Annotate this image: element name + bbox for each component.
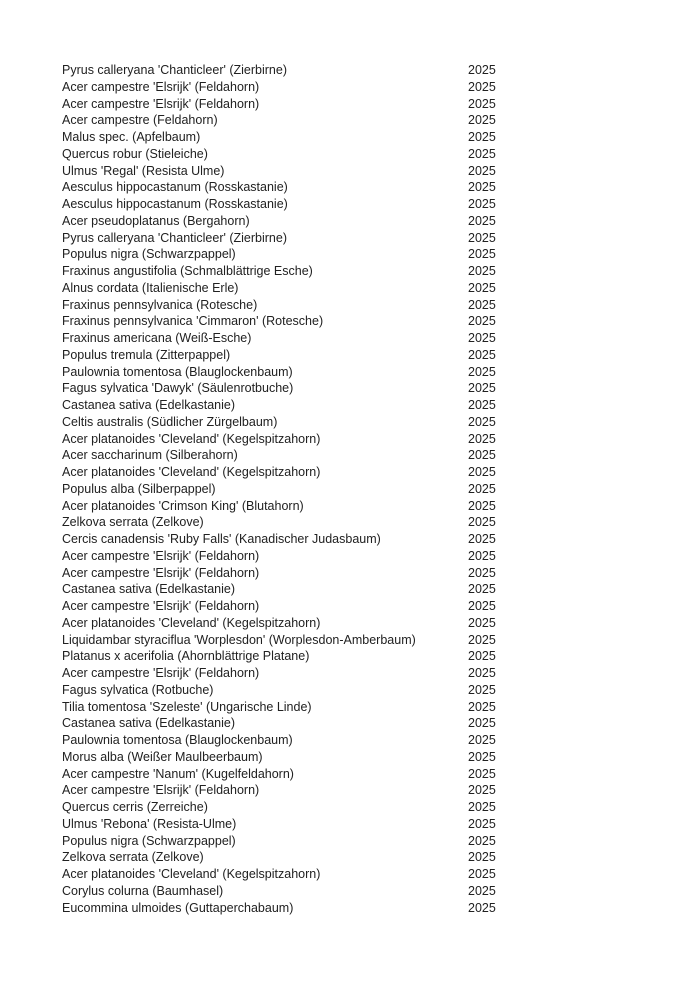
species-name: Zelkova serrata (Zelkove): [62, 515, 204, 530]
year-value: 2025: [468, 431, 496, 446]
year-value: 2025: [468, 297, 496, 312]
year-value: 2025: [468, 716, 496, 731]
species-name: Acer campestre 'Elsrijk' (Feldahorn): [62, 783, 260, 798]
year-value: 2025: [468, 414, 496, 429]
table-row: [62, 163, 582, 180]
year-value: 2025: [468, 733, 496, 747]
species-name: Platanus x acerifolia (Ahornblättrige Platane): [62, 649, 310, 664]
species-name: Quercus robur (Stieleiche): [62, 146, 208, 161]
year-value: 2025: [468, 113, 496, 128]
species-name: Eucommina ulmoides (Guttaperchabaum): [62, 900, 294, 915]
year-value: 2025: [468, 850, 496, 865]
species-name: Populus alba (Silberpappel): [62, 481, 216, 496]
year-value: 2025: [468, 314, 496, 329]
species-name: Corylus colurna (Baumhasel): [62, 883, 224, 898]
species-name: Paulownia tomentosa (Blauglockenbaum): [62, 364, 293, 379]
table-row: [62, 799, 582, 816]
species-name: Fraxinus pennsylvanica 'Cimmaron' (Rotesche): [62, 314, 324, 329]
table-row: [62, 380, 582, 397]
table-row: [62, 447, 582, 464]
species-name: Acer campestre 'Elsrijk' (Feldahorn): [62, 666, 260, 680]
year-value: 2025: [468, 599, 496, 613]
year-value: 2025: [468, 197, 496, 211]
table-row: [62, 615, 582, 632]
table-row: [62, 749, 582, 766]
year-value: 2025: [468, 130, 496, 144]
table-row: [62, 112, 582, 129]
species-name: Acer pseudoplatanus (Bergahorn): [62, 213, 250, 228]
species-name: Aesculus hippocastanum (Rosskastanie): [62, 180, 288, 195]
year-value: 2025: [468, 498, 496, 513]
table-row: [62, 883, 582, 900]
year-value: 2025: [468, 63, 496, 77]
year-value: 2025: [468, 331, 496, 345]
table-row: [62, 682, 582, 699]
year-value: 2025: [468, 347, 496, 362]
species-name: Acer campestre (Feldahorn): [62, 113, 218, 128]
year-value: 2025: [468, 146, 496, 161]
species-name: Fagus sylvatica (Rotbuche): [62, 682, 214, 697]
year-value: 2025: [468, 180, 496, 195]
table-row: [62, 79, 582, 96]
species-name: Ulmus 'Regal' (Resista Ulme): [62, 163, 225, 178]
year-value: 2025: [468, 448, 496, 463]
table-row: [62, 263, 582, 280]
table-row: [62, 514, 582, 531]
table-row: [62, 313, 582, 330]
year-value: 2025: [468, 247, 496, 262]
year-value: 2025: [468, 398, 496, 412]
species-name: Acer campestre 'Elsrijk' (Feldahorn): [62, 79, 260, 94]
species-name: Acer campestre 'Elsrijk' (Feldahorn): [62, 599, 260, 613]
species-name: Aesculus hippocastanum (Rosskastanie): [62, 197, 288, 211]
table-row: [62, 464, 582, 481]
species-name: Acer platanoides 'Crimson King' (Blutahorn): [62, 498, 304, 513]
species-name: Zelkova serrata (Zelkove): [62, 850, 204, 865]
table-row: [62, 715, 582, 732]
species-name: Paulownia tomentosa (Blauglockenbaum): [62, 733, 293, 747]
table-row: [62, 129, 582, 146]
year-value: 2025: [468, 364, 496, 379]
table-row: [62, 849, 582, 866]
table-row: [62, 397, 582, 414]
year-value: 2025: [468, 682, 496, 697]
year-value: 2025: [468, 548, 496, 563]
species-name: Morus alba (Weißer Maulbeerbaum): [62, 749, 263, 764]
species-name: Acer campestre 'Elsrijk' (Feldahorn): [62, 96, 260, 111]
species-name: Quercus cerris (Zerreiche): [62, 800, 208, 814]
table-row: [62, 179, 582, 196]
year-value: 2025: [468, 867, 496, 881]
species-name: Fraxinus angustifolia (Schmalblättrige Esche): [62, 264, 313, 278]
table-row: [62, 146, 582, 163]
year-value: 2025: [468, 515, 496, 530]
species-name: Castanea sativa (Edelkastanie): [62, 716, 236, 731]
year-value: 2025: [468, 649, 496, 664]
species-name: Fraxinus pennsylvanica (Rotesche): [62, 297, 258, 312]
table-row: [62, 648, 582, 665]
table-row: [62, 531, 582, 548]
year-value: 2025: [468, 230, 496, 245]
species-name: Celtis australis (Südlicher Zürgelbaum): [62, 414, 278, 429]
table-row: [62, 347, 582, 364]
table-row: [62, 766, 582, 783]
species-name: Acer saccharinum (Silberahorn): [62, 448, 238, 463]
year-value: 2025: [468, 381, 496, 396]
species-name: Cercis canadensis 'Ruby Falls' (Kanadischer Judasbaum): [62, 532, 381, 546]
species-name: Acer platanoides 'Cleveland' (Kegelspitzahorn): [62, 867, 321, 881]
year-value: 2025: [468, 632, 496, 647]
species-name: Acer platanoides 'Cleveland' (Kegelspitzahorn): [62, 615, 321, 630]
species-name: Populus nigra (Schwarzpappel): [62, 833, 236, 848]
year-value: 2025: [468, 833, 496, 848]
species-name: Acer platanoides 'Cleveland' (Kegelspitzahorn): [62, 465, 321, 479]
species-name: Pyrus calleryana 'Chanticleer' (Zierbirne): [62, 230, 287, 245]
year-value: 2025: [468, 163, 496, 178]
species-name: Acer campestre 'Nanum' (Kugelfeldahorn): [62, 766, 294, 781]
year-value: 2025: [468, 699, 496, 714]
year-value: 2025: [468, 783, 496, 798]
table-row: [62, 330, 582, 347]
table-row: [62, 481, 582, 498]
table-row: [62, 96, 582, 113]
year-value: 2025: [468, 883, 496, 898]
table-row: [62, 598, 582, 615]
table-row: [62, 816, 582, 833]
table-row: [62, 230, 582, 247]
year-value: 2025: [468, 465, 496, 479]
species-name: Pyrus calleryana 'Chanticleer' (Zierbirne): [62, 63, 287, 77]
table-row: [62, 414, 582, 431]
year-value: 2025: [468, 565, 496, 580]
year-value: 2025: [468, 800, 496, 814]
species-name: Liquidambar styraciflua 'Worplesdon' (Worplesdon-Amberbaum): [62, 632, 416, 647]
table-row: [62, 246, 582, 263]
species-name: Acer campestre 'Elsrijk' (Feldahorn): [62, 565, 260, 580]
species-name: Acer campestre 'Elsrijk' (Feldahorn): [62, 548, 260, 563]
species-name: Tilia tomentosa 'Szeleste' (Ungarische Linde): [62, 699, 312, 714]
year-value: 2025: [468, 582, 496, 597]
species-name: Malus spec. (Apfelbaum): [62, 130, 201, 144]
table-row: [62, 665, 582, 682]
table-row: [62, 431, 582, 448]
year-value: 2025: [468, 615, 496, 630]
year-value: 2025: [468, 213, 496, 228]
table-row: [62, 498, 582, 515]
year-value: 2025: [468, 96, 496, 111]
table-row: [62, 866, 582, 883]
table-row: [62, 62, 582, 79]
table-row: [62, 581, 582, 598]
table-row: [62, 213, 582, 230]
table-row: [62, 364, 582, 381]
year-value: 2025: [468, 749, 496, 764]
year-value: 2025: [468, 481, 496, 496]
table-row: [62, 196, 582, 213]
year-value: 2025: [468, 532, 496, 546]
table-row: [62, 782, 582, 799]
year-value: 2025: [468, 280, 496, 295]
species-name: Ulmus 'Rebona' (Resista-Ulme): [62, 816, 237, 831]
table-row: [62, 565, 582, 582]
species-name: Populus nigra (Schwarzpappel): [62, 247, 236, 262]
table-row: [62, 732, 582, 749]
species-name: Castanea sativa (Edelkastanie): [62, 398, 236, 412]
table-row: [62, 548, 582, 565]
table-row: [62, 632, 582, 649]
table-row: [62, 833, 582, 850]
year-value: 2025: [468, 766, 496, 781]
species-name: Populus tremula (Zitterpappel): [62, 347, 231, 362]
year-value: 2025: [468, 816, 496, 831]
year-value: 2025: [468, 79, 496, 94]
year-value: 2025: [468, 666, 496, 680]
table-row: [62, 297, 582, 314]
species-name: Acer platanoides 'Cleveland' (Kegelspitzahorn): [62, 431, 321, 446]
species-name: Castanea sativa (Edelkastanie): [62, 582, 236, 597]
year-value: 2025: [468, 264, 496, 278]
table-row: [62, 280, 582, 297]
species-name: Fagus sylvatica 'Dawyk' (Säulenrotbuche): [62, 381, 294, 396]
year-value: 2025: [468, 900, 496, 915]
table-row: [62, 699, 582, 716]
species-list: [62, 62, 582, 916]
table-row: [62, 900, 582, 917]
species-name: Fraxinus americana (Weiß-Esche): [62, 331, 252, 345]
species-name: Alnus cordata (Italienische Erle): [62, 280, 239, 295]
